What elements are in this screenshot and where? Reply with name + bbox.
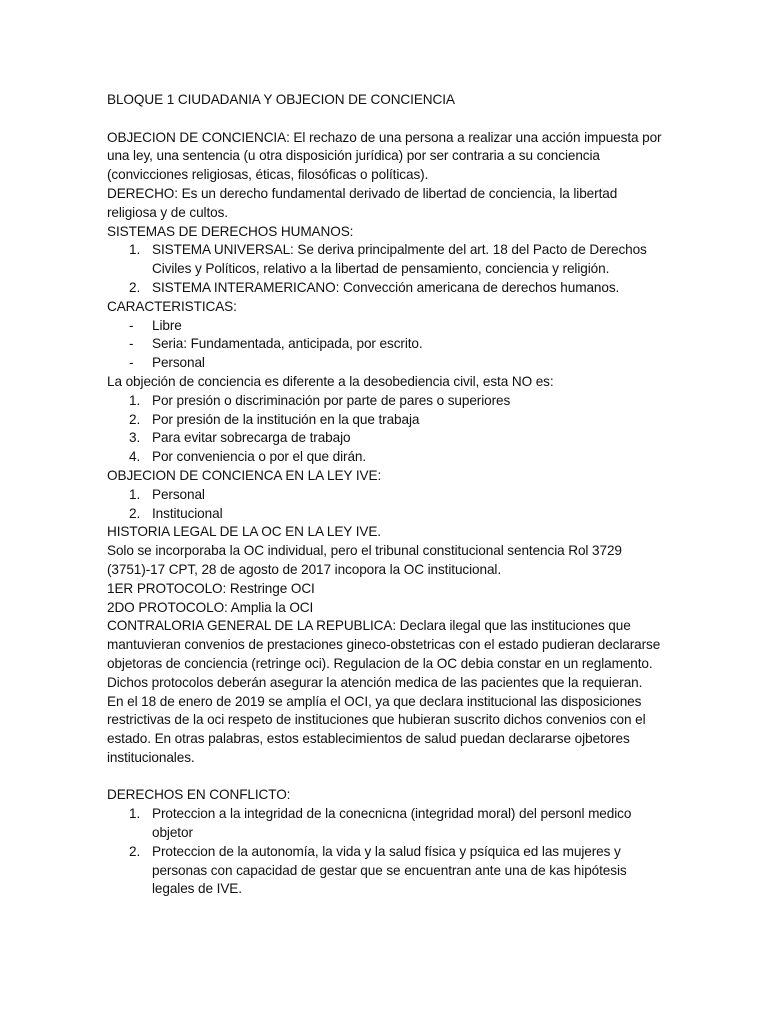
list-item: [107, 335, 668, 354]
list-marker: -: [129, 317, 134, 333]
list-item: [107, 279, 668, 298]
list-item-text: Libre: [152, 317, 182, 333]
list-item-text: Institucional: [152, 505, 223, 521]
list-marker: -: [129, 355, 134, 371]
historia-text: Solo se incorporaba la OC individual, pero el tribunal constitucional sentencia Rol 3729 (3751)-17 CPT, 28 de agosto de 2017 incopora la OC institucional.: [107, 543, 622, 577]
ley-ive-heading: OBJECION DE CONCIENCA EN LA LEY IVE:: [107, 467, 382, 483]
desobediencia-intro: La objeción de conciencia es diferente a la desobediencia civil, esta NO es:: [107, 373, 554, 389]
spacer: [107, 110, 668, 129]
document-title: BLOQUE 1 CIUDADANIA Y OBJECION DE CONCIENCIA: [107, 92, 455, 107]
list-item: [107, 843, 668, 899]
list-item-text: Por presión o discriminación por parte de pares o superiores: [152, 392, 511, 408]
sistemas-heading: SISTEMAS DE DERECHOS HUMANOS:: [107, 223, 354, 239]
list-item: [107, 411, 668, 430]
caracteristicas-list: [107, 317, 668, 373]
enero-2019-paragraph: En el 18 de enero de 2019 se amplía el OCI, ya que declara institucional las disposiciones restrictivas de la oci respeto de instituciones que hubieran suscrito dichos convenios con el estado. En otras palabras, estos establecimientos de salud puedan declararse ojbetores institucionales.: [107, 693, 646, 765]
list-item-text: Por presión de la institución en la que trabaja: [152, 411, 420, 427]
list-item: [107, 448, 668, 467]
list-marker: 1.: [129, 486, 141, 502]
list-item: [107, 429, 668, 448]
list-marker: 1.: [129, 392, 141, 408]
derecho-definition: DERECHO: Es un derecho fundamental derivado de libertad de conciencia, la libertad religiosa y de cultos.: [107, 185, 618, 220]
list-marker: 2.: [129, 411, 141, 427]
list-item: [107, 505, 668, 524]
list-item: [107, 805, 668, 843]
contraloria-paragraph: CONTRALORIA GENERAL DE LA REPUBLICA: Declara ilegal que las instituciones que mantuvieran convenios de prestaciones gineco-obstetricas con el estado pudieran declararse objetoras de conciencia (retringe oci). Regulacion de la OC debia constar en un reglamento. Dichos protocolos deberán asegurar la atención medica de las pacientes que la requieran.: [107, 618, 661, 690]
list-marker: 2.: [129, 505, 141, 521]
list-marker: 2.: [129, 279, 141, 295]
list-item: [107, 241, 668, 279]
list-marker: 2.: [129, 843, 141, 859]
list-item-text: SISTEMA UNIVERSAL: Se deriva principalmente del art. 18 del Pacto de Derechos Civiles y Políticos, relativo a la libertad de pensamiento, conciencia y religión.: [152, 242, 647, 277]
list-item: [107, 486, 668, 505]
list-marker: 4.: [129, 449, 141, 465]
list-marker: 3.: [129, 430, 141, 446]
list-marker: 1.: [129, 242, 141, 258]
historia-heading: HISTORIA LEGAL DE LA OC EN LA LEY IVE.: [107, 524, 381, 540]
list-item-text: Seria: Fundamentada, anticipada, por escrito.: [152, 336, 423, 352]
conflicto-heading: DERECHOS EN CONFLICTO:: [107, 787, 291, 803]
list-marker: 1.: [129, 806, 141, 822]
protocolo-2: 2DO PROTOCOLO: Amplia la OCI: [107, 599, 314, 615]
list-item-text: Personal: [152, 486, 205, 502]
list-item-text: Por conveniencia o por el que dirán.: [152, 449, 367, 465]
list-item-text: SISTEMA INTERAMERICANO: Convección americana de derechos humanos.: [152, 279, 620, 295]
list-item: [107, 392, 668, 411]
conflicto-list: [107, 805, 668, 899]
ley-ive-list: [107, 486, 668, 524]
list-item-text: Proteccion a la integridad de la conecnicna (integridad moral) del personl medico objetor: [152, 806, 632, 841]
spacer: [107, 768, 668, 787]
list-item-text: Personal: [152, 355, 205, 371]
sistemas-list: [107, 241, 668, 297]
list-item-text: Para evitar sobrecarga de trabajo: [152, 430, 351, 446]
list-marker: -: [129, 336, 134, 352]
list-item: [107, 354, 668, 373]
protocolo-1: 1ER PROTOCOLO: Restringe OCI: [107, 580, 315, 596]
desobediencia-list: [107, 392, 668, 467]
list-item-text: Proteccion de la autonomía, la vida y la salud física y psíquica ed las mujeres y personas con capacidad de gestar que se encuentran ante una de kas hipótesis legales de IVE.: [152, 843, 627, 897]
list-item: [107, 317, 668, 336]
caracteristicas-heading: CARACTERISTICAS:: [107, 298, 237, 314]
objecion-definition: OBJECION DE CONCIENCIA: El rechazo de una persona a realizar una acción impuesta por una ley, una sentencia (u otra disposición jurídica) por ser contraria a su conciencia (convicciones religiosas, éticas, filosóficas o políticas).: [107, 129, 662, 183]
